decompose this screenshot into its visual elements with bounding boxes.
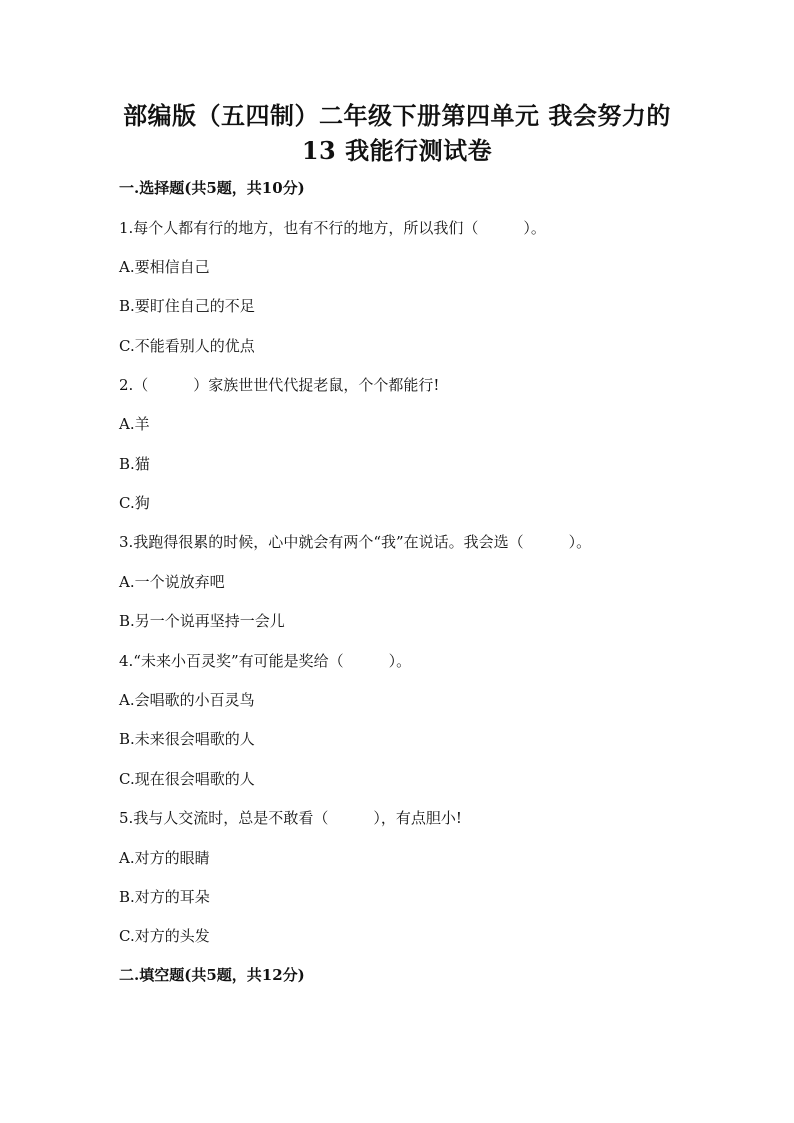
question-5-option-b: B.对方的耳朵 bbox=[119, 888, 210, 906]
question-5-option-a: A.对方的眼睛 bbox=[119, 849, 210, 867]
question-1-option-b: B.要盯住自己的不足 bbox=[119, 297, 255, 315]
question-2-option-c: C.狗 bbox=[119, 494, 150, 512]
question-1-option-c: C.不能看别人的优点 bbox=[119, 337, 255, 355]
question-3-stem: 3.我跑得很累的时候，心中就会有两个“我”在说话。我会选（ ）。 bbox=[119, 533, 592, 551]
question-4-stem: 4.“未来小百灵奖”有可能是奖给（ ）。 bbox=[119, 652, 412, 670]
page-title: 部编版（五四制）二年级下册第四单元 我会努力的 bbox=[123, 101, 671, 130]
question-5-stem: 5.我与人交流时，总是不敢看（ ），有点胆小! bbox=[119, 809, 462, 827]
section-heading-fill: 二.填空题(共5题，共12分) bbox=[119, 966, 305, 984]
question-4-option-a: A.会唱歌的小百灵鸟 bbox=[119, 691, 255, 709]
section-heading-choice: 一.选择题(共5题，共10分) bbox=[119, 179, 305, 197]
question-1-stem: 1.每个人都有行的地方，也有不行的地方，所以我们（ ）。 bbox=[119, 219, 546, 237]
question-2-option-a: A.羊 bbox=[119, 415, 150, 433]
question-5-option-c: C.对方的头发 bbox=[119, 927, 210, 945]
question-4-option-c: C.现在很会唱歌的人 bbox=[119, 770, 255, 788]
page-subtitle: 13 我能行测试卷 bbox=[301, 136, 493, 165]
question-2-stem: 2.（ ）家族世世代代捉老鼠，个个都能行! bbox=[119, 376, 440, 394]
question-4-option-b: B.未来很会唱歌的人 bbox=[119, 730, 255, 748]
question-3-option-b: B.另一个说再坚持一会儿 bbox=[119, 612, 285, 630]
question-3-option-a: A.一个说放弃吧 bbox=[119, 573, 225, 591]
question-2-option-b: B.猫 bbox=[119, 455, 150, 473]
question-1-option-a: A.要相信自己 bbox=[119, 258, 210, 276]
